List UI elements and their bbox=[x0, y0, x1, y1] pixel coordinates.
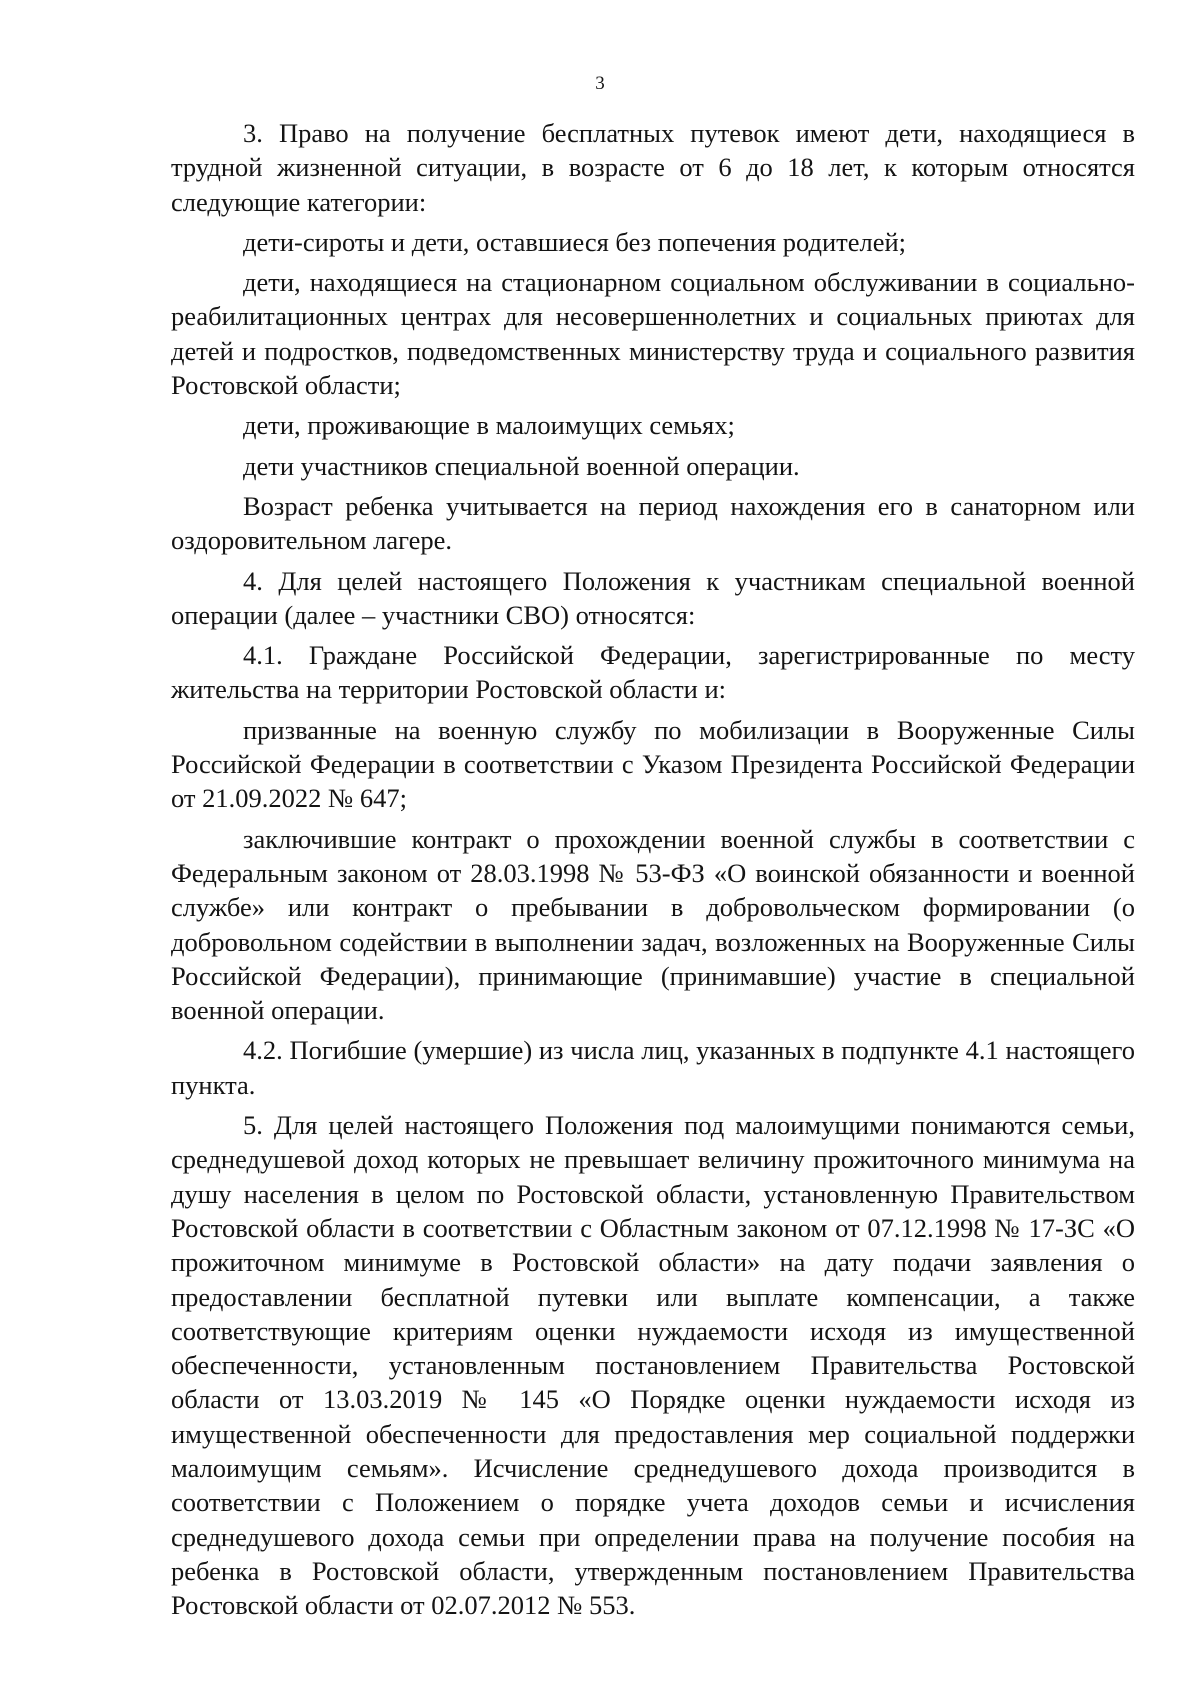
paragraph-4: 4. Для целей настоящего Положения к участникам специальной военной операции (далее – участники СВО) относятся: bbox=[171, 565, 1135, 630]
category-svo-children: дети участников специальной военной операции. bbox=[243, 450, 800, 481]
mobilized-clause: призванные на военную службу по мобилизации в Вооруженные Силы Российской Федерации в соответствии с Указом Президента Российской Федерации от 21.09.2022 № 647; bbox=[171, 714, 1135, 814]
category-orphans: дети-сироты и дети, оставшиеся без попечения родителей; bbox=[243, 226, 907, 257]
paragraph-4-1: 4.1. Граждане Российской Федерации, зарегистрированные по месту жительства на территории Ростовской области и: bbox=[171, 640, 1135, 705]
paragraph-5: 5. Для целей настоящего Положения под малоимущими понимаются семьи, среднедушевой доход которых не превышает величину прожиточного минимума на душу населения в целом по Ростовской области, установленную Правительством Ростовской области в соответствии с Областным законом от 07.12.1998 № 17-ЗС «О прожиточном минимуме в Ростовской области» на дату подачи заявления о предоставлении бесплатной путевки или выплате компенсации, а также соответствующие критериям оценки нуждаемости исходя из имущественной обеспеченности, установленным постановлением Правительства Ростовской области от 13.03.2019 № 145 «О Порядке оценки нуждаемости исходя из имущественной обеспеченности для предоставления мер социальной поддержки малоимущим семьям». Исчисление среднедушевого дохода производится в соответствии с Положением о порядке учета доходов семьи и исчисления среднедушевого дохода семьи при определении права на получение пособия на ребенка в Ростовской области, утвержденным постановлением Правительства Ростовской области от 02.07.2012 № 553. bbox=[171, 1110, 1135, 1621]
category-low-income: дети, проживающие в малоимущих семьях; bbox=[243, 410, 735, 441]
paragraph-4-2: 4.2. Погибшие (умершие) из числа лиц, указанных в подпункте 4.1 настоящего пункта. bbox=[171, 1035, 1135, 1100]
document-body bbox=[171, 116, 1135, 1622]
category-social-service: дети, находящиеся на стационарном социальном обслуживании в социально-реабилитационных центрах для несовершеннолетних и социальных приютах для детей и подростков, подведомственных министерству труда и социального развития Ростовской области; bbox=[171, 267, 1135, 401]
age-note: Возраст ребенка учитывается на период нахождения его в санаторном или оздоровительном лагере. bbox=[171, 490, 1135, 556]
paragraph-3: 3. Право на получение бесплатных путевок имеют дети, находящиеся в трудной жизненной ситуации, в возрасте от 6 до 18 лет, к которым относятся следующие категории: bbox=[171, 118, 1135, 217]
page-number: 3 bbox=[595, 73, 605, 94]
contract-clause: заключившие контракт о прохождении военной службы в соответствии с Федеральным законом от 28.03.1998 № 53-ФЗ «О воинской обязанности и военной службе» или контракт о пребывании в добровольческом формировании (о добровольном содействии в выполнении задач, возложенных на Вооруженные Силы Российской Федерации), принимающие (принимавшие) участие в специальной военной операции. bbox=[171, 823, 1135, 1026]
